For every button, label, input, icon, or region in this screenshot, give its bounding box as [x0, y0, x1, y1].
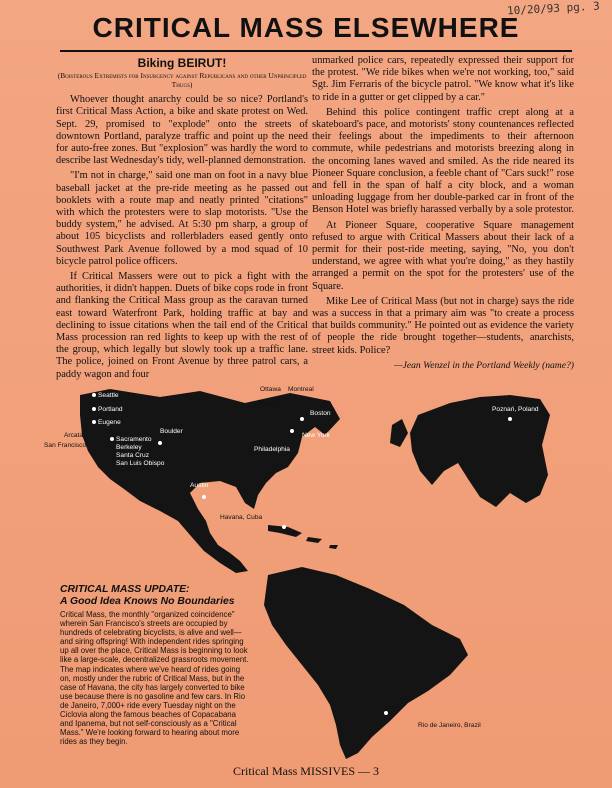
city-label: Ottawa — [260, 386, 281, 393]
handwritten-date-note: 10/20/93 pg. 3 — [507, 0, 601, 18]
city-label: Poznań, Poland — [492, 406, 539, 413]
bicycle-icon — [300, 417, 304, 421]
article-paragraph: At Pioneer Square, cooperative Square management refused to argue with Critical Massers about their lack of a permit for their post-ride meeting, saying, "No, you don't understand, we agree with what you're doing," as they hastily arranged a permit on the spot for the protesters' use of the Square. — [312, 219, 574, 292]
city-label: New York — [302, 432, 330, 439]
city-label: Seattle — [98, 392, 119, 399]
bicycle-icon — [508, 417, 512, 421]
south-america-landmass — [264, 567, 468, 759]
page-title: CRITICAL MASS ELSEWHERE — [92, 12, 520, 43]
city-label: Boulder — [160, 428, 183, 435]
article-paragraph: Whoever thought anarchy could be so nice? Portland's first Critical Mass Action, a bike and skate protest on Wed. Sept. 29, promised to "explode" onto the streets of downtown Portland, paralyze traffic and point up the need for auto-free zones. But "explosion" was hardly the word to describe last Wednesday's tidy, well-planned demonstration. — [56, 94, 308, 167]
update-subheading: A Good Idea Knows No Boundaries — [60, 596, 235, 607]
update-body: Critical Mass, the monthly "organized coincidence" wherein San Francisco's streets are occupied by hundreds of celebrating bicyclists, is alive and well—and siring offspring! With independent rides springing up all over the place, Critical Mass is beginning to look like a large-scale, decentralized grassroots movement. The map indicates where we've heard of rides going on, mostly under the rubric of Critical Mass, but in the case of Havana, the city has largely converted to bike use because there is no gasoline and few cars. In Rio de Janeiro, 7,000+ ride every Tuesday night on the Ciclovia along the famous beaches of Copacabana and Ipanema, but not self-consciously as a "Critical Mass." We're looking forward to hearing about more rides as they begin. — [60, 610, 249, 747]
city-label: Santa Cruz — [116, 452, 149, 459]
bicycle-icon — [92, 420, 96, 424]
article-paragraph: "I'm not in charge," said one man on foot in a navy blue baseball jacket at the pre-ride meeting as he passed out booklets with a route map and neatly printed "citations" with which the protesters were to slap motorists. "Use the buddy system," he advised. At 5:30 pm sharp, a group of about 105 bicyclists and rollerbladers eased gently onto Southwest Park Avenue followed by a mod squad of 10 bicycle patrol police officers. — [56, 170, 308, 267]
city-label: Sacramento — [116, 436, 152, 443]
city-label: Havana, Cuba — [220, 514, 263, 521]
critical-mass-update-box — [60, 584, 250, 746]
city-label: Montreal — [288, 386, 314, 393]
update-heading: CRITICAL MASS UPDATE: — [60, 584, 190, 595]
article-deck: (Boisterous Extremists for Insurgency against Republicans and other Unprincipled Thugs) — [57, 71, 307, 90]
city-label: Philadelphia — [254, 446, 290, 453]
north-america-landmass — [80, 389, 340, 573]
article-credit: —Jean Wenzel in the Portland Weekly (name?) — [394, 359, 574, 371]
title-rule — [60, 50, 572, 52]
city-label: Arcata — [64, 432, 84, 439]
article-paragraph: Mike Lee of Critical Mass (but not in charge) says the ride was a success in that a primary aim was "to create a process that builds community." He pointed out as evidence the variety of people the ride brought together—students, anarchists, street kids. Police? — [312, 295, 574, 356]
bicycle-icon — [92, 393, 96, 397]
article-paragraph: Behind this police contingent traffic crept along at a skateboard's pace, and motorists' stony countenances reflected their feelings about the impediments to their afternoon commute, while pedestrians and motorists breezing along in the oncoming lanes waved and smiled. As the ride neared its Pioneer Square conclusion, a feeble chant of "Cars suck!" rose and fell in the span of half a city block, and a woman unloading luggage from her double-parked car in front of the Benson Hotel was briefly harassed verbally by a sole protestor. — [312, 106, 575, 216]
bicycle-icon — [290, 429, 294, 433]
city-label: San Francisco — [44, 442, 87, 449]
caribbean-islands — [306, 537, 338, 549]
bicycle-icon — [110, 437, 114, 441]
article-paragraph: If Critical Massers were out to pick a fight with the authorities, it didn't happen. Duets of bike cops rode in front and flanking the Critical Mass group as the caravan turned east toward Waterfront Park, holding traffic at bay and declining to issue citations when the tail end of the Critical Mass procession ran red lights to keep up with the rest of the group, which legally but slowly took up a traffic lane. The police, joined on Front Avenue by three patrol cars, a paddy wagon and four — [56, 271, 308, 380]
city-label: Berkeley — [116, 444, 142, 451]
bicycle-icon — [158, 441, 162, 445]
bicycle-icon — [92, 407, 96, 411]
city-label: San Luis Obispo — [116, 460, 165, 467]
page-footer: Critical Mass MISSIVES — 3 — [232, 764, 379, 778]
bicycle-icon — [202, 495, 206, 499]
city-label: Eugene — [98, 419, 121, 426]
article-column-right — [312, 55, 574, 372]
article-column-left — [56, 55, 308, 384]
uk-landmass — [390, 419, 408, 447]
bicycle-icon — [282, 525, 286, 529]
bicycle-icon — [384, 711, 388, 715]
article-paragraph: unmarked police cars, repeatedly expressed their support for the protest. "We ride bikes when we're not working, too," said Sgt. Jim Ferraris of the bicycle patrol. "We know what it's like to ride in a gutter or get clipped by a car." — [312, 55, 574, 103]
article-subhead: Biking BEIRUT! — [137, 56, 227, 70]
city-label: Austin — [190, 482, 209, 489]
city-label: Portland — [98, 406, 123, 413]
city-label: Rio de Janeiro, Brazil — [418, 722, 481, 729]
city-label: Toronto — [258, 400, 280, 407]
city-label: Boston — [310, 410, 331, 417]
